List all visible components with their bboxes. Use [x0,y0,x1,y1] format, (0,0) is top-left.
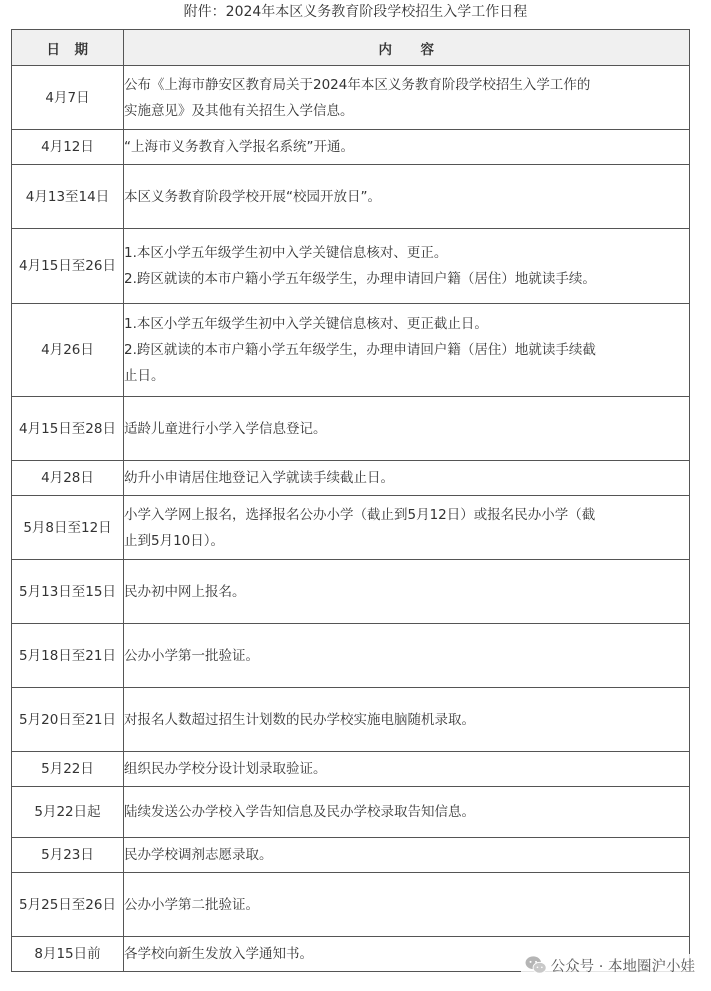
table-row [12,496,690,560]
content-line: 民办学校调剂志愿录取。 [124,847,273,863]
header-content: 内 容 [124,30,690,66]
row-date: 5月23日 [12,838,124,873]
row-date: 5月25日至26日 [12,873,124,937]
row-content [124,165,690,229]
table-row [12,838,690,873]
table-row [12,397,690,461]
content-line: 公布《上海市静安区教育局关于2024年本区义务教育阶段学校招生入学工作的 [124,76,591,93]
table-row [12,560,690,624]
content-line: 组织民办学校分设计划录取验证。 [124,761,327,777]
wechat-icon [525,955,547,975]
content-line: 公办小学第二批验证。 [124,896,259,913]
content-line: 各学校向新生发放入学通知书。 [124,946,313,962]
row-date: 4月15日至26日 [12,229,124,304]
row-date: 4月15日至28日 [12,397,124,461]
row-content [124,130,690,165]
row-content [124,461,690,496]
content-line: 民办初中网上报名。 [124,583,246,600]
row-date: 5月20日至21日 [12,688,124,752]
header-date: 日 期 [12,30,124,66]
row-content [124,397,690,461]
row-date: 5月22日 [12,752,124,787]
table-row [12,304,690,397]
content-line: 止到5月10日）。 [124,532,225,549]
content-line: 陆续发送公办学校入学告知信息及民办学校录取告知信息。 [124,804,475,820]
table-row [12,873,690,937]
table-row [12,461,690,496]
content-line: 止日。 [124,368,165,384]
table-row [12,624,690,688]
row-date: 5月18日至21日 [12,624,124,688]
row-date: 4月13至14日 [12,165,124,229]
row-content [124,752,690,787]
content-line: 适龄儿童进行小学入学信息登记。 [124,420,327,437]
content-line: 幼升小申请居住地登记入学就读手续截止日。 [124,470,394,486]
content-line: “上海市义务教育入学报名系统”开通。 [124,139,354,155]
content-line: 1.本区小学五年级学生初中入学关键信息核对、更正。 [124,245,448,261]
watermark [521,954,697,976]
table-row [12,229,690,304]
row-date: 4月26日 [12,304,124,397]
table-row [12,165,690,229]
table-row [12,688,690,752]
schedule-table [11,29,690,972]
row-content [124,304,690,397]
row-content [124,624,690,688]
row-date: 5月8日至12日 [12,496,124,560]
table-row [12,787,690,838]
content-line: 实施意见》及其他有关招生入学信息。 [124,102,354,119]
watermark-text: 公众号 · 本地圈沪小娃 [550,958,695,975]
table-row [12,130,690,165]
row-content [124,688,690,752]
row-date: 8月15日前 [12,937,124,972]
row-content [124,787,690,838]
row-content [124,496,690,560]
table-header-row [12,30,690,66]
row-content [124,229,690,304]
page-title: 附件：2024年本区义务教育阶段学校招生入学工作日程 [183,4,528,20]
row-date: 4月28日 [12,461,124,496]
row-date: 5月22日起 [12,787,124,838]
row-content [124,838,690,873]
table-row [12,66,690,130]
content-line: 2.跨区就读的本市户籍小学五年级学生，办理申请回户籍（居住）地就读手续截 [124,342,596,358]
row-content [124,560,690,624]
content-line: 小学入学网上报名，选择报名公办小学（截止到5月12日）或报名民办小学（截 [124,506,596,523]
row-content [124,66,690,130]
content-line: 对报名人数超过招生计划数的民办学校实施电脑随机录取。 [124,711,475,728]
row-date: 4月12日 [12,130,124,165]
content-line: 2.跨区就读的本市户籍小学五年级学生，办理申请回户籍（居住）地就读手续。 [124,271,596,287]
row-date: 4月7日 [12,66,124,130]
content-line: 公办小学第一批验证。 [124,647,259,664]
row-date: 5月13日至15日 [12,560,124,624]
content-line: 1.本区小学五年级学生初中入学关键信息核对、更正截止日。 [124,316,488,332]
content-line: 本区义务教育阶段学校开展“校园开放日”。 [124,188,381,205]
row-content [124,873,690,937]
table-row [12,752,690,787]
